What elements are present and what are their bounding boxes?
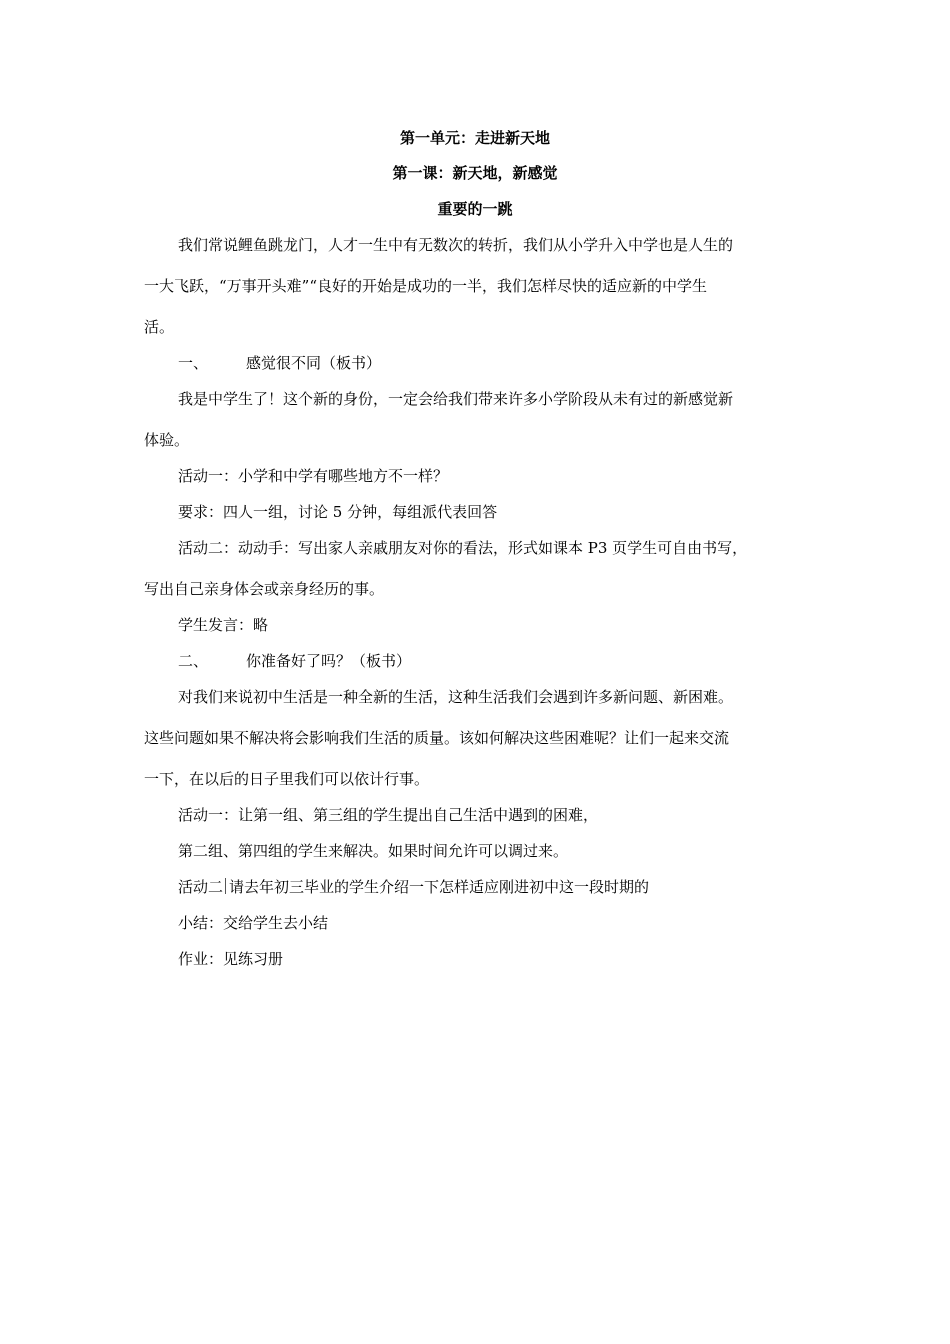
intro-line-1: 我们常说鲤鱼跳龙门，人才一生中有无数次的转折，我们从小学升入中学也是人生的 <box>178 236 734 254</box>
unit-title: 第一单元：走进新天地 <box>399 129 550 147</box>
part1-paragraph-line-2: 体验。 <box>144 431 190 449</box>
part2-activity-2-label: 活动二 <box>178 878 224 896</box>
part2-activity-2-text: 请去年初三毕业的学生介绍一下怎样适应刚进初中这一段时期的 <box>229 878 650 896</box>
lesson-title: 第一课：新天地，新感觉 <box>392 164 558 182</box>
requirement: 要求：四人一组，讨论 5 分钟，每组派代表回答 <box>178 503 498 521</box>
part2-activity-1-line-1: 活动一：让第一组、第三组的学生提出自己生活中遇到的困难， <box>178 806 599 824</box>
summary: 小结：交给学生去小结 <box>178 914 329 932</box>
part1-title: 感觉很不同（板书） <box>246 354 382 372</box>
part2-activity-1-line-2: 第二组、第四组的学生来解决。如果时间允许可以调过来。 <box>178 842 569 860</box>
activity-1: 活动一：小学和中学有哪些地方不一样？ <box>178 467 449 485</box>
part2-paragraph-line-1: 对我们来说初中生活是一种全新的生活，这种生活我们会遇到许多新问题、新困难。 <box>178 688 734 706</box>
part2-number: 二、 <box>178 652 209 670</box>
intro-line-2: 一大飞跃，“万事开头难”“良好的开始是成功的一半，我们怎样尽快的适应新的中学生 <box>144 277 708 295</box>
student-speech: 学生发言：略 <box>178 616 269 634</box>
activity-2-line-1: 活动二：动动手：写出家人亲戚朋友对你的看法，形式如课本 P3 页学生可自由书写， <box>178 539 748 557</box>
part1-paragraph-line-1: 我是中学生了！这个新的身份，一定会给我们带来许多小学阶段从未有过的新感觉新 <box>178 390 734 408</box>
part2-title: 你准备好了吗？（板书） <box>246 652 412 670</box>
part2-activity-2 <box>178 877 649 897</box>
part1-number: 一、 <box>178 354 209 372</box>
section-title: 重要的一跳 <box>437 200 513 218</box>
text-cursor-mark <box>225 878 226 894</box>
part1-heading <box>178 353 381 373</box>
part2-heading <box>178 651 411 671</box>
intro-line-3: 活。 <box>144 318 175 336</box>
homework: 作业：见练习册 <box>178 950 284 968</box>
activity-2-line-2: 写出自己亲身体会或亲身经历的事。 <box>144 580 385 598</box>
part2-paragraph-line-2: 这些问题如果不解决将会影响我们生活的质量。该如何解决这些困难呢？让们一起来交流 <box>144 729 730 747</box>
part2-paragraph-line-3: 一下，在以后的日子里我们可以依计行事。 <box>144 770 430 788</box>
